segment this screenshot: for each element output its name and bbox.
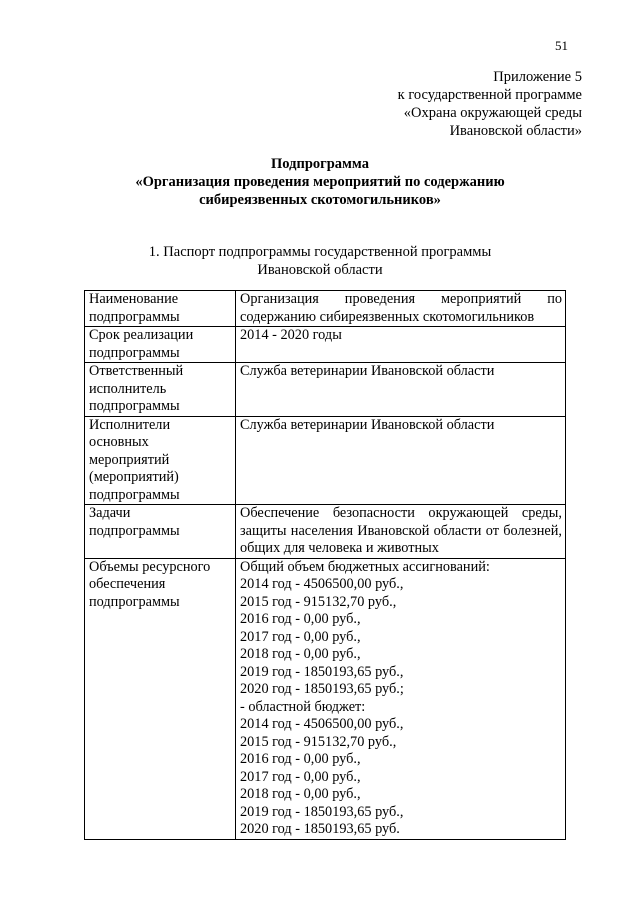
row-value-line: Общий объем бюджетных ассигнований:: [240, 558, 490, 575]
row-label-line: Срок реализации: [89, 327, 194, 343]
subprogram-heading: Подпрограмма: [271, 156, 369, 172]
page-number: 51: [555, 38, 568, 53]
row-value-cell: [236, 291, 566, 327]
row-label-cell: [85, 327, 236, 363]
row-label-line: исполнитель: [89, 380, 167, 397]
row-label-line: Наименование: [89, 291, 179, 307]
row-label-cell: [85, 505, 236, 559]
row-label-line: Ответственный: [89, 363, 184, 379]
row-label-line: Задачи: [89, 505, 131, 521]
row-value-line: 2018 год - 0,00 руб.,: [240, 646, 361, 662]
row-value-line: 2015 год - 915132,70 руб.,: [240, 593, 397, 610]
row-label-line: подпрограммы: [89, 522, 180, 539]
table-row: [85, 558, 566, 839]
row-label-line: основных: [89, 434, 149, 450]
row-label-cell: [85, 558, 236, 839]
table-row: [85, 363, 566, 417]
row-label-line: подпрограммы: [89, 344, 180, 361]
subprogram-title-line: «Организация проведения мероприятий по содержанию: [135, 174, 505, 190]
row-value-line: 2015 год - 915132,70 руб.,: [240, 733, 397, 750]
passport-heading: [0, 243, 640, 279]
row-label-cell: [85, 416, 236, 505]
row-value-cell: [236, 327, 566, 363]
table-row: [85, 505, 566, 559]
row-value-line: Организация проведения мероприятий по содержанию сибиреязвенных скотомогильников: [240, 291, 562, 325]
row-value-line: 2014 - 2020 годы: [240, 327, 342, 343]
row-value-line: 2017 год - 0,00 руб.,: [240, 628, 361, 645]
passport-heading-line: Ивановской области: [257, 262, 383, 278]
row-label-line: Исполнители: [89, 416, 171, 433]
row-value-line: - областной бюджет:: [240, 698, 366, 715]
row-label-cell: [85, 363, 236, 417]
row-value-line: 2014 год - 4506500,00 руб.,: [240, 576, 404, 592]
row-label-line: Объемы ресурсного: [89, 558, 211, 575]
row-label-line: подпрограммы: [89, 486, 180, 503]
row-value-cell: [236, 416, 566, 505]
appendix-line: Приложение 5: [493, 69, 582, 85]
subprogram-title-line: сибиреязвенных скотомогильников»: [199, 192, 441, 208]
row-label-cell: [85, 291, 236, 327]
passport-table: [84, 290, 566, 840]
row-value-cell: [236, 363, 566, 417]
appendix-note: [398, 68, 582, 140]
row-label-line: подпрограммы: [89, 308, 180, 325]
row-value-line: 2020 год - 1850193,65 руб.: [240, 821, 400, 837]
row-value-line: 2018 год - 0,00 руб.,: [240, 786, 361, 802]
row-label-line: обеспечения: [89, 576, 166, 592]
row-value-cell: [236, 505, 566, 559]
row-value-cell: [236, 558, 566, 839]
passport-heading-line: 1. Паспорт подпрограммы государственной программы: [148, 244, 492, 260]
row-value-line: 2014 год - 4506500,00 руб.,: [240, 716, 404, 732]
row-label-line: подпрограммы: [89, 398, 180, 414]
row-value-line: Обеспечение безопасности окружающей среды, защиты населения Ивановской области от болезней, общих для человека и животных: [240, 505, 562, 556]
appendix-line: к государственной программе: [397, 87, 582, 103]
row-value-line: 2019 год - 1850193,65 руб.,: [240, 663, 404, 680]
row-label-line: (мероприятий): [89, 469, 179, 485]
table-row: [85, 327, 566, 363]
row-value-line: 2019 год - 1850193,65 руб.,: [240, 803, 404, 820]
appendix-line: Ивановской области»: [449, 123, 582, 139]
table-row: [85, 416, 566, 505]
row-value-line: 2017 год - 0,00 руб.,: [240, 768, 361, 785]
table-row: [85, 291, 566, 327]
row-value-line: 2020 год - 1850193,65 руб.;: [240, 681, 404, 697]
row-label-line: подпрограммы: [89, 593, 180, 610]
row-value-line: Служба ветеринарии Ивановской области: [240, 363, 495, 379]
row-value-line: Служба ветеринарии Ивановской области: [240, 416, 495, 433]
subprogram-title: [0, 155, 640, 209]
row-value-line: 2016 год - 0,00 руб.,: [240, 751, 361, 767]
passport-table-body: [85, 291, 566, 840]
row-label-line: мероприятий: [89, 451, 170, 468]
appendix-line: «Охрана окружающей среды: [403, 105, 582, 121]
row-value-line: 2016 год - 0,00 руб.,: [240, 611, 361, 627]
